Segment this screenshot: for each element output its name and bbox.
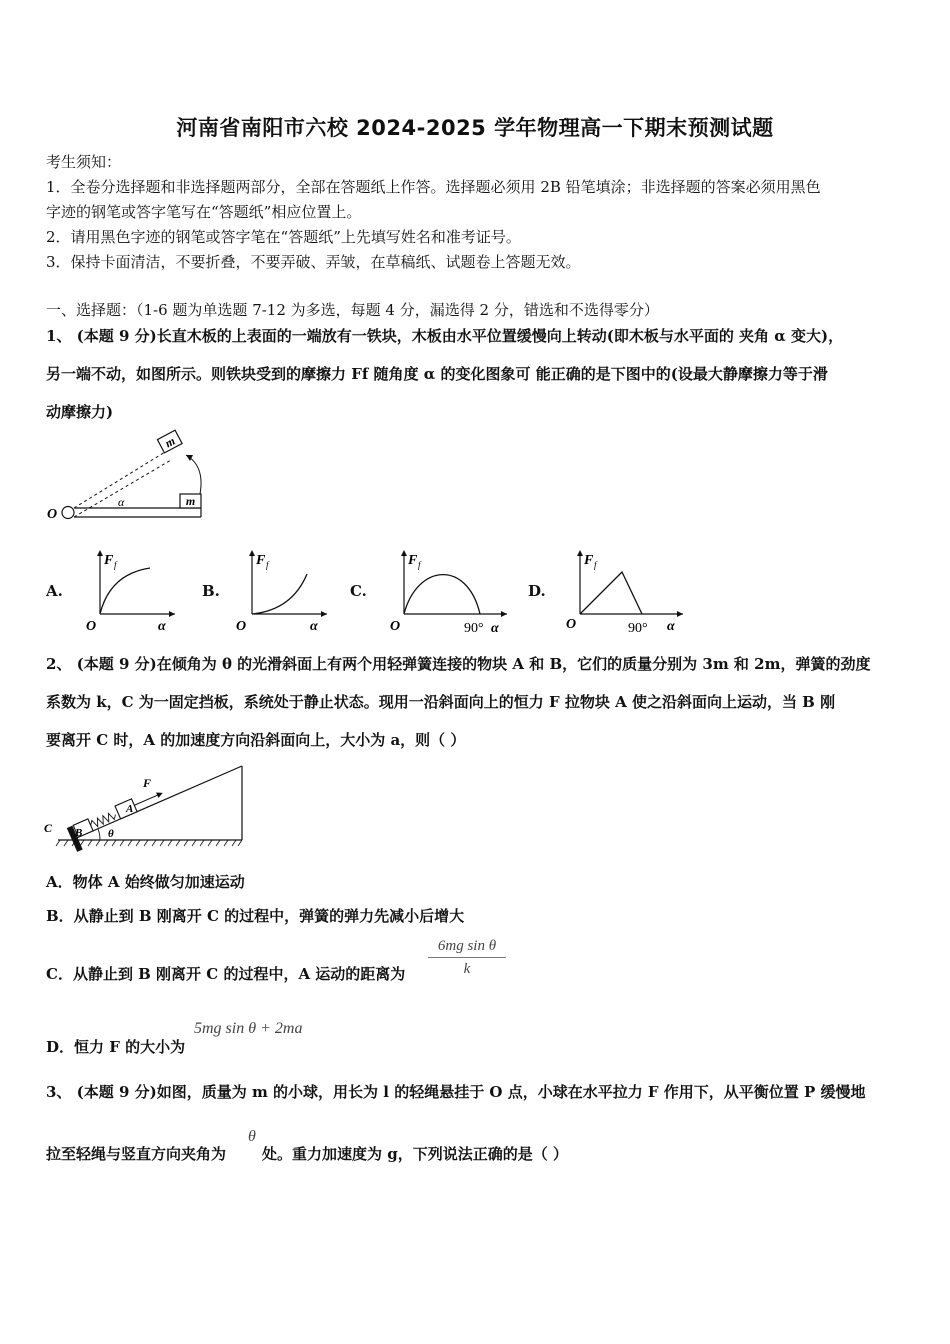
svg-text:f: f bbox=[266, 560, 269, 570]
q1-option-b-graph bbox=[232, 544, 332, 636]
svg-text:O: O bbox=[390, 619, 401, 634]
q3-theta: θ bbox=[248, 1128, 256, 1145]
notice-item: 1．全卷分选择题和非选择题两部分，全部在答题纸上作答。选择题必须用 2B 铅笔填涂；非选择题的答案必须用黑色 bbox=[46, 178, 821, 196]
option-d-label: D. bbox=[528, 582, 546, 600]
svg-text:f: f bbox=[594, 560, 597, 570]
svg-text:α: α bbox=[310, 619, 318, 634]
pivot-circle bbox=[62, 507, 74, 519]
block-bottom-label: m bbox=[185, 494, 196, 508]
svg-text:F: F bbox=[408, 553, 418, 568]
block-tilted bbox=[157, 430, 182, 453]
svg-text:F: F bbox=[104, 553, 114, 568]
svg-text:F: F bbox=[584, 553, 594, 568]
q2-text: 要离开 C 时，A 的加速度方向沿斜面向上，大小为 a，则（ ） bbox=[46, 731, 466, 749]
q1-option-c-graph bbox=[382, 544, 512, 636]
q2-text: 系数为 k，C 为一固定挡板，系统处于静止状态。现用一沿斜面向上的恒力 F 拉物块 A 使之沿斜面向上运动，当 B 刚 bbox=[46, 693, 836, 711]
origin-label: O bbox=[47, 507, 58, 522]
q3-text: 处。重力加速度为 g，下列说法正确的是（ ） bbox=[262, 1145, 568, 1163]
q1-text: 动摩擦力) bbox=[46, 403, 114, 421]
curve-c bbox=[404, 575, 480, 614]
svg-text:F: F bbox=[256, 553, 266, 568]
svg-text:α: α bbox=[667, 619, 675, 634]
svg-text:f: f bbox=[418, 560, 421, 570]
svg-text:θ: θ bbox=[108, 828, 114, 840]
fraction-denominator: k bbox=[463, 961, 471, 977]
q3-text: 拉至轻绳与竖直方向夹角为 bbox=[46, 1145, 227, 1163]
notice-heading: 考生须知： bbox=[46, 153, 122, 171]
q2-incline-figure bbox=[42, 760, 252, 856]
ground-hatch bbox=[56, 840, 242, 846]
q2-option-d-formula: 5mg sin θ + 2ma bbox=[194, 1020, 303, 1037]
section-heading: 一、选择题：（1-6 题为单选题 7-12 为多选，每题 4 分，漏选得 2 分，错选和不选得零分） bbox=[46, 301, 659, 319]
svg-text:f: f bbox=[114, 560, 117, 570]
svg-text:O: O bbox=[566, 617, 577, 632]
option-b-label: B. bbox=[202, 582, 220, 600]
q1-text: 另一端不动，如图所示。则铁块受到的摩擦力 Ff 随角度 α 的变化图象可 能正确的是下图中的(设最大静摩擦力等于滑 bbox=[46, 365, 828, 383]
svg-text:90°: 90° bbox=[628, 621, 648, 636]
svg-text:90°: 90° bbox=[464, 621, 484, 636]
alpha-label: α bbox=[118, 495, 125, 509]
notice-item: 字迹的钢笔或答字笔写在“答题纸”相应位置上。 bbox=[46, 203, 362, 221]
rotation-arrow bbox=[186, 455, 201, 494]
page-title: 河南省南阳市六校 2024-2025 学年物理高一下期末预测试题 bbox=[176, 116, 774, 140]
svg-text:O: O bbox=[236, 619, 247, 634]
svg-text:O: O bbox=[86, 619, 97, 634]
block-tilted-label: m bbox=[162, 433, 178, 451]
notice-item: 2．请用黑色字迹的钢笔或答字笔在“答题纸”上先填写姓名和准考证号。 bbox=[46, 228, 521, 246]
q1-option-d-graph bbox=[558, 544, 688, 636]
curve-b bbox=[252, 574, 307, 614]
svg-text:B: B bbox=[75, 827, 83, 839]
svg-text:α: α bbox=[491, 621, 499, 636]
q2-option-c-fraction bbox=[428, 938, 506, 978]
option-c-label: C. bbox=[350, 582, 367, 600]
option-a-label: A. bbox=[46, 582, 63, 600]
svg-text:α: α bbox=[158, 619, 166, 634]
q3-text: 3、 (本题 9 分)如图，质量为 m 的小球，用长为 l 的轻绳悬挂于 O 点，小球在水平拉力 F 作用下，从平衡位置 P 缓慢地 bbox=[46, 1083, 866, 1101]
q2-option-c: C．从静止到 B 刚离开 C 的过程中，A 运动的距离为 bbox=[46, 965, 406, 983]
curve-a bbox=[100, 568, 150, 614]
svg-text:C: C bbox=[44, 821, 53, 835]
q2-option-b: B．从静止到 B 刚离开 C 的过程中，弹簧的弹力先减小后增大 bbox=[46, 907, 465, 925]
incline-surface bbox=[72, 766, 242, 840]
q2-option-a: A．物体 A 始终做匀加速运动 bbox=[46, 873, 245, 891]
q1-board-figure bbox=[40, 428, 220, 528]
q1-option-a-graph bbox=[80, 544, 180, 636]
curve-d bbox=[580, 572, 642, 614]
q2-option-d: D．恒力 F 的大小为 bbox=[46, 1038, 186, 1056]
svg-text:F: F bbox=[143, 776, 152, 790]
notice-item: 3．保持卡面清洁，不要折叠，不要弄破、弄皱，在草稿纸、试题卷上答题无效。 bbox=[46, 253, 581, 271]
fraction-numerator: 6mg sin θ bbox=[428, 938, 506, 958]
q2-text: 2、 (本题 9 分)在倾角为 θ 的光滑斜面上有两个用轻弹簧连接的物块 A 和 B，它们的质量分别为 3m 和 2m，弹簧的劲度 bbox=[46, 655, 871, 673]
svg-text:A: A bbox=[126, 803, 134, 815]
q1-text: 1、 (本题 9 分)长直木板的上表面的一端放有一铁块，木板由水平位置缓慢向上转动(即木板与水平面的 夹角 α 变大)， bbox=[46, 327, 844, 345]
